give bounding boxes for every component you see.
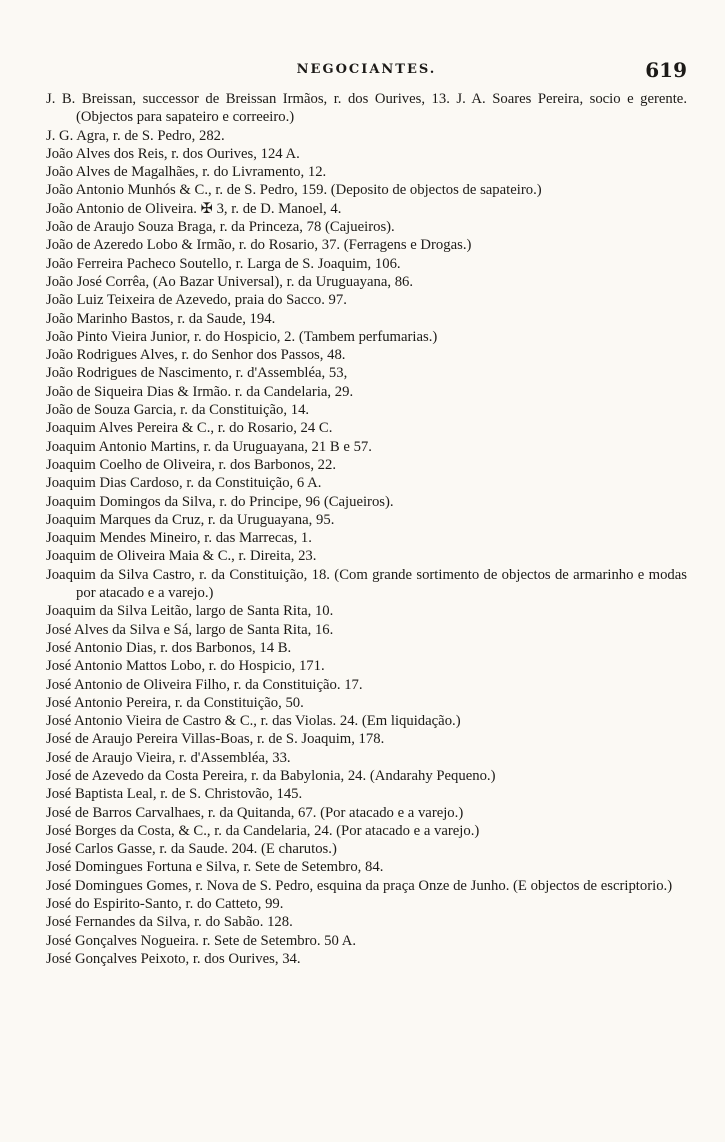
merchant-entry: João Rodrigues Alves, r. do Senhor dos Passos, 48. [46, 347, 346, 364]
merchant-entry: João Pinto Vieira Junior, r. do Hospicio, 2. (Tambem perfumarias.) [46, 328, 438, 345]
merchant-entry: Joaquim Dias Cardoso, r. da Constituição, 6 A. [46, 475, 322, 492]
merchant-entry: José Baptista Leal, r. de S. Christovão, 145. [46, 786, 303, 803]
merchant-entry: José Domingues Gomes, r. Nova de S. Pedro, esquina da praça Onze de Junho. (E objectos de escriptorio.) [46, 877, 673, 894]
merchant-entry: João de Araujo Souza Braga, r. da Princeza, 78 (Cajueiros). [46, 219, 395, 236]
merchant-entry: José de Barros Carvalhaes, r. da Quitanda, 67. (Por atacado e a varejo.) [46, 804, 464, 821]
merchant-entry: José Carlos Gasse, r. da Saude. 204. (E charutos.) [46, 841, 337, 858]
merchant-entry: José Gonçalves Nogueira. r. Sete de Setembro. 50 A. [46, 932, 356, 949]
merchant-entry: João de Siqueira Dias & Irmão. r. da Candelaria, 29. [46, 383, 354, 400]
merchant-entry: José Borges da Costa, & C., r. da Candelaria, 24. (Por atacado e a varejo.) [46, 822, 480, 839]
merchant-entry: Joaquim Domingos da Silva, r. do Principe, 96 (Cajueiros). [46, 493, 394, 510]
merchant-list [46, 90, 687, 968]
merchant-entry: José Gonçalves Peixoto, r. dos Ourives, 34. [46, 950, 301, 967]
merchant-entry: Joaquim Antonio Martins, r. da Uruguayana, 21 B e 57. [46, 438, 372, 455]
merchant-entry: Joaquim Alves Pereira & C., r. do Rosario, 24 C. [46, 420, 333, 437]
merchant-entry: José Alves da Silva e Sá, largo de Santa Rita, 16. [46, 621, 334, 638]
merchant-entry: João Ferreira Pacheco Soutello, r. Larga de S. Joaquim, 106. [46, 255, 401, 272]
merchant-entry: José de Araujo Vieira, r. d'Assembléa, 33. [46, 749, 291, 766]
merchant-entry: Joaquim Coelho de Oliveira, r. dos Barbonos, 22. [46, 456, 337, 473]
merchant-entry: João José Corrêa, (Ao Bazar Universal), r. da Uruguayana, 86. [46, 273, 414, 290]
merchant-entry: João Antonio Munhós & C., r. de S. Pedro, 159. (Deposito de objectos de sapateiro.) [46, 182, 542, 199]
merchant-entry: José Antonio Dias, r. dos Barbonos, 14 B. [46, 639, 292, 656]
merchant-entry: José de Azevedo da Costa Pereira, r. da Babylonia, 24. (Andarahy Pequeno.) [46, 767, 496, 784]
running-title: NEGOCIANTES. [296, 62, 437, 77]
merchant-entry: João Marinho Bastos, r. da Saude, 194. [46, 310, 276, 327]
merchant-entry: João Alves dos Reis, r. dos Ourives, 124 A. [46, 145, 300, 162]
merchant-entry: João Alves de Magalhães, r. do Livramento, 12. [46, 164, 327, 181]
merchant-entry: João Rodrigues de Nascimento, r. d'Assembléa, 53, [46, 365, 348, 382]
merchant-entry: João Luiz Teixeira de Azevedo, praia do Sacco. 97. [46, 292, 347, 309]
page-header [46, 58, 687, 90]
merchant-entry: Joaquim Mendes Mineiro, r. das Marrecas, 1. [46, 530, 312, 547]
merchant-entry: J. G. Agra, r. de S. Pedro, 282. [46, 127, 225, 144]
merchant-entry: José Antonio de Oliveira Filho, r. da Constituição. 17. [46, 676, 363, 693]
merchant-entry: Joaquim da Silva Leitão, largo de Santa Rita, 10. [46, 603, 334, 620]
merchant-entry: José Domingues Fortuna e Silva, r. Sete de Setembro, 84. [46, 859, 384, 876]
merchant-entry: João de Souza Garcia, r. da Constituição, 14. [46, 402, 310, 419]
merchant-entry: José Antonio Vieira de Castro & C., r. das Violas. 24. (Em liquidação.) [46, 713, 461, 730]
merchant-entry: José Fernandes da Silva, r. do Sabão. 128. [46, 914, 293, 931]
merchant-entry: Joaquim da Silva Castro, r. da Constituição, 18. (Com grande sortimento de objectos de armarinho e modas por atacado e a varejo.) [46, 566, 687, 602]
merchant-entry: Joaquim de Oliveira Maia & C., r. Direita, 23. [46, 548, 317, 565]
merchant-entry: João de Azeredo Lobo & Irmão, r. do Rosario, 37. (Ferragens e Drogas.) [46, 237, 472, 254]
merchant-entry: João Antonio de Oliveira. ✠ 3, r. de D. Manoel, 4. [46, 200, 342, 217]
merchant-entry: José do Espirito-Santo, r. do Catteto, 99. [46, 896, 284, 913]
merchant-entry: José Antonio Mattos Lobo, r. do Hospicio, 171. [46, 658, 325, 675]
merchant-entry: J. B. Breissan, successor de Breissan Irmãos, r. dos Ourives, 13. J. A. Soares Pereira, socio e gerente. (Objectos para sapateiro e correeiro.) [46, 91, 687, 126]
page-number: 619 [645, 58, 687, 82]
merchant-entry: Joaquim Marques da Cruz, r. da Uruguayana, 95. [46, 511, 335, 528]
merchant-entry: José Antonio Pereira, r. da Constituição, 50. [46, 694, 304, 711]
merchant-entry: José de Araujo Pereira Villas-Boas, r. de S. Joaquim, 178. [46, 731, 385, 748]
